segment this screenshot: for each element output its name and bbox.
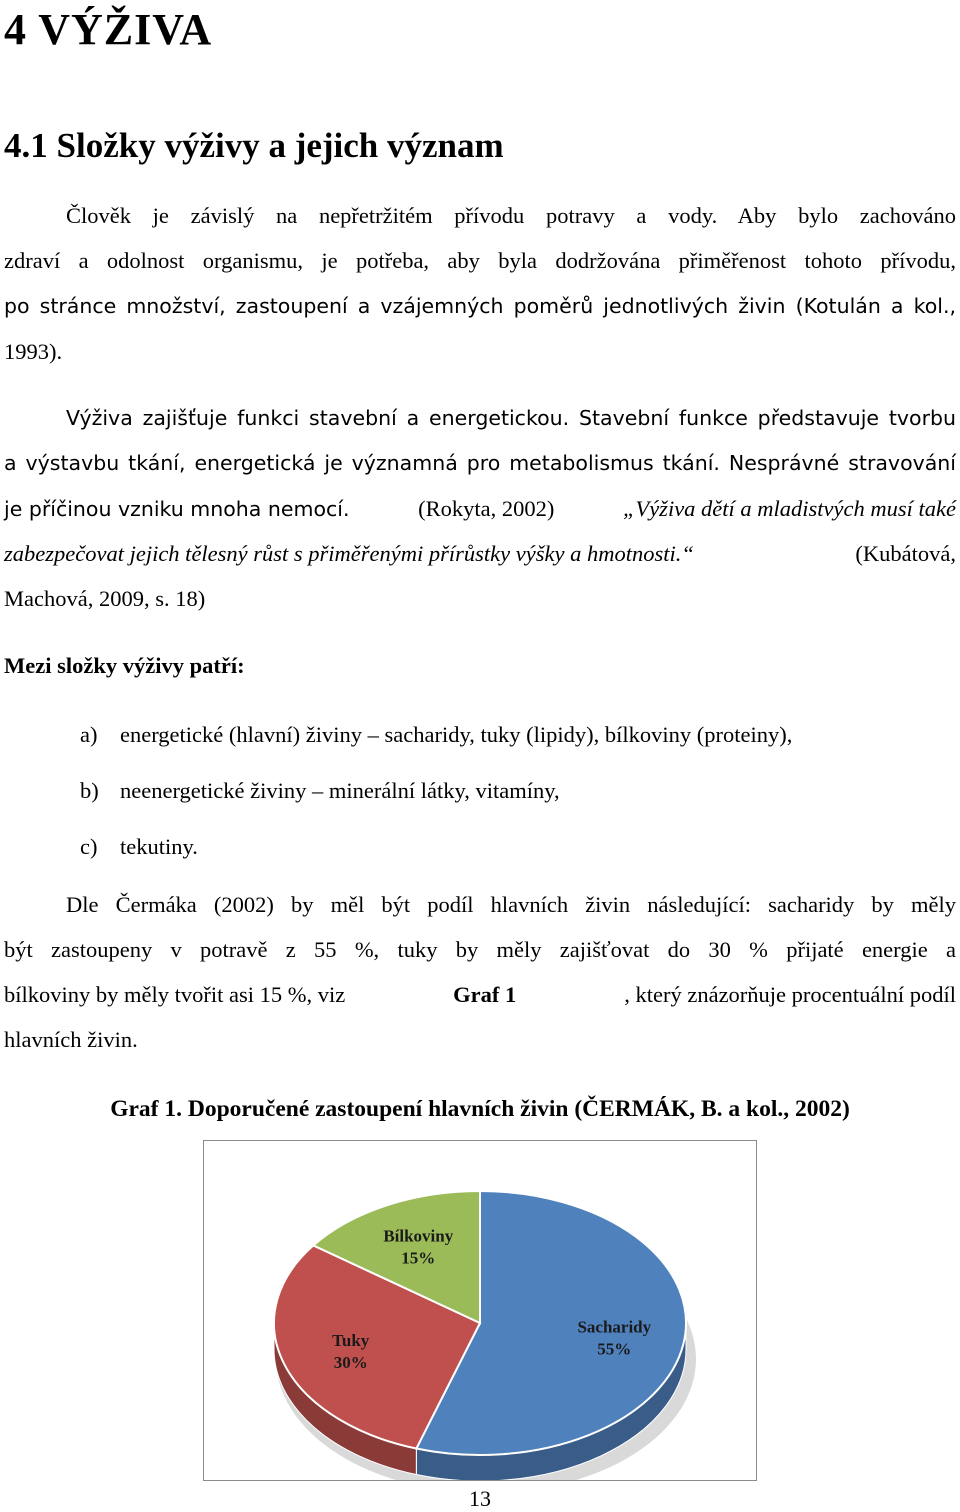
paragraph-3-line-1: Dle Čermáka (2002) by měl být podíl hlavních živin následující: sacharidy by měly	[66, 892, 956, 917]
pie-label-sacharidy: Sacharidy	[577, 1317, 652, 1337]
paragraph-2-text: je příčinou vzniku mnoha nemocí.	[4, 497, 350, 521]
section-heading: 4.1 Složky výživy a jejich význam	[4, 126, 504, 165]
list-item	[80, 778, 560, 804]
quote-end: zabezpečovat jejich tělesný růst s přiměřenými přírůstky výšky a hmotnosti.“	[4, 541, 694, 566]
chart-caption: Graf 1. Doporučené zastoupení hlavních živin (ČERMÁK, B. a kol., 2002)	[110, 1096, 850, 1122]
pie-chart	[204, 1141, 756, 1480]
page-number: 13	[469, 1486, 491, 1511]
quote-start: „Výživa dětí a mladistvých musí také	[622, 496, 956, 521]
list-item-letter: b)	[80, 778, 99, 803]
paragraph-2-line-4	[4, 539, 956, 569]
pie-value-bílkoviny: 15%	[401, 1248, 436, 1268]
paragraph-1-line-2: zdraví a odolnost organismu, je potřeba, aby byla dodržována přiměřenost tohoto přívodu,	[4, 248, 956, 273]
paragraph-3-line-3	[4, 980, 956, 1010]
list-item-text: neenergetické živiny – minerální látky, vitamíny,	[120, 778, 560, 803]
paragraph-1-line-1: Člověk je závislý na nepřetržitém přívodu potravy a vody. Aby bylo zachováno	[66, 203, 956, 228]
paragraph-2-line-5: Machová, 2009, s. 18)	[4, 586, 206, 611]
list-item-text: energetické (hlavní) živiny – sacharidy, tuky (lipidy), bílkoviny (proteiny),	[120, 722, 793, 747]
paragraph-3-line-4: hlavních živin.	[4, 1027, 138, 1052]
pie-value-tuky: 30%	[333, 1352, 368, 1372]
paragraph-1-line-4: 1993).	[4, 339, 63, 364]
chapter-heading: 4 VÝŽIVA	[4, 5, 213, 54]
pie-value-sacharidy: 55%	[597, 1339, 632, 1359]
paragraph-3-text-end: , který znázorňuje procentuální podíl	[624, 982, 956, 1007]
pie-label-tuky: Tuky	[332, 1330, 370, 1350]
pie-label-bílkoviny: Bílkoviny	[383, 1226, 454, 1246]
list-item-letter: c)	[80, 834, 98, 859]
paragraph-3-line-2: být zastoupeny v potravě z 55 %, tuky by měly zajišťovat do 30 % přijaté energie a	[4, 937, 956, 962]
paragraph-1-line-3: po stránce množství, zastoupení a vzájemných poměrů jednotlivých živin (Kotulán a kol.,	[4, 294, 956, 318]
list-item-letter: a)	[80, 722, 98, 747]
graph-reference: Graf 1	[453, 982, 517, 1007]
paragraph-2-line-2: a výstavbu tkání, energetická je významná pro metabolismus tkání. Nesprávné stravování	[4, 451, 956, 475]
list-item	[80, 722, 792, 748]
paragraph-3-text: bílkoviny by měly tvořit asi 15 %, viz	[4, 982, 346, 1007]
list-item	[80, 834, 198, 860]
paragraph-2-line-1: Výživa zajišťuje funkci stavební a energetickou. Stavební funkce představuje tvorbu	[66, 406, 956, 430]
chart-frame	[203, 1140, 757, 1481]
paragraph-2-line-3	[4, 494, 956, 524]
list-item-text: tekutiny.	[120, 834, 198, 859]
list-heading: Mezi složky výživy patří:	[4, 653, 245, 678]
citation-rokyta: (Rokyta, 2002)	[418, 496, 555, 521]
citation-kubatova: (Kubátová,	[855, 541, 956, 566]
